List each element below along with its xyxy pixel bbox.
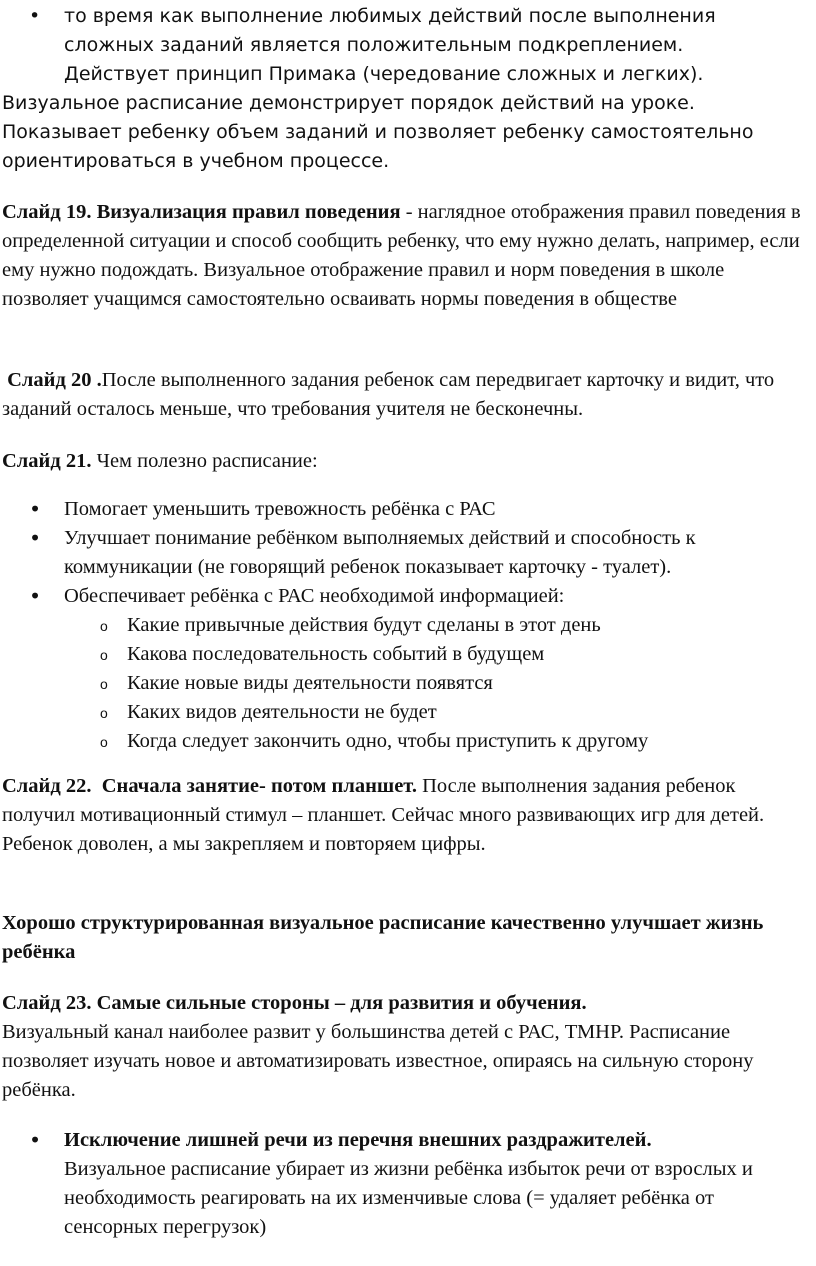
slide21-sub-bullets — [2, 611, 810, 756]
slide22-text: После выполнения задания ребенок получил мотивационный стимул – планшет. Сейчас много развивающих игр для детей. Ребенок доволен, а мы закрепляем и повторяем цифры. — [2, 775, 765, 855]
intro-list — [2, 2, 810, 60]
list-item: • Улучшает понимание ребёнком выполняемых действий и способность к коммуникации (не говорящий ребенок показывает карточку - туалет). — [2, 524, 810, 582]
slide20-section — [2, 366, 810, 424]
summary-bold-text: Хорошо структурированная визуальное расписание качественно улучшает жизнь ребёнка — [2, 912, 764, 963]
list-item: • Обеспечивает ребёнка с РАС необходимой информацией: — [2, 582, 810, 611]
slide21-paragraph — [2, 447, 810, 476]
list-item — [2, 1126, 810, 1242]
summary-text — [2, 909, 810, 967]
slide23-bullets — [2, 1126, 810, 1242]
list-item: • Помогает уменьшить тревожность ребёнка с РАС — [2, 495, 810, 524]
slide23-list — [2, 1126, 810, 1242]
slide23-heading-line — [2, 989, 810, 1018]
slide21-bullets — [2, 495, 810, 611]
summary-section — [2, 909, 810, 967]
slide21-section — [2, 447, 810, 476]
list-item: o Какие новые виды деятельности появятся — [2, 669, 810, 698]
principle-line: Действует принцип Примака (чередование сложных и легких). — [64, 63, 704, 85]
slide19-paragraph — [2, 198, 810, 314]
slide19-heading: Слайд 19. Визуализация правил поведения — [2, 201, 401, 223]
slide22-heading: Слайд 22. Сначала занятие- потом планшет. — [2, 775, 417, 797]
list-item: o Какие привычные действия будут сделаны в этот день — [2, 611, 810, 640]
slide20-text: После выполненного задания ребенок сам передвигает карточку и видит, что заданий осталось меньше, что требования учителя не бесконечны. — [2, 369, 775, 420]
slide22-paragraph — [2, 772, 810, 859]
list-item: o Когда следует закончить одно, чтобы приступить к другому — [2, 727, 810, 756]
slide21-text: Чем полезно расписание: — [91, 450, 318, 472]
slide22-section — [2, 772, 810, 859]
list-item: o Какова последовательность событий в будущем — [2, 640, 810, 669]
slide20-paragraph — [2, 366, 810, 424]
slide23-bullet-heading: Исключение лишней речи из перечня внешних раздражителей. — [64, 1129, 652, 1151]
slide23-heading: Слайд 23. Самые сильные стороны – для развития и обучения. — [2, 992, 587, 1014]
intro-bullet — [2, 2, 810, 60]
slide21-heading: Слайд 21. — [2, 450, 92, 472]
slide19-text: - наглядное отображения правил поведения в определенной ситуации и способ сообщить ребенку, что ему нужно делать, например, если ему нужно подождать. Визуальное отображение правил и норм поведения в школе позволяет учащимся самостоятельно осваивать нормы поведения в обществе — [2, 201, 801, 310]
slide23-section — [2, 989, 810, 1105]
intro-bullet-text: то время как выполнение любимых действий после выполнения сложных заданий является положительным подкреплением. — [64, 5, 716, 56]
slide23-text: Визуальный канал наиболее развит у большинства детей с РАС, ТМНР. Расписание позволяет изучать новое и автоматизировать известное, опираясь на сильную сторону ребёнка. — [2, 1021, 754, 1101]
list-item: o Каких видов деятельности не будет — [2, 698, 810, 727]
slide23-bullet-text: Визуальное расписание убирает из жизни ребёнка избыток речи от взрослых и необходимость реагировать на их изменчивые слова (= удаляет ребёнка от сенсорных перегрузок) — [64, 1158, 753, 1238]
slide20-heading: Слайд 20 . — [2, 369, 102, 391]
slide21-list — [2, 495, 810, 756]
slide19-section — [2, 198, 810, 314]
intro-section — [2, 2, 810, 176]
intro-paragraph: Визуальное расписание демонстрирует порядок действий на уроке. Показывает ребенку объем заданий и позволяет ребенку самостоятельно ориентироваться в учебном процессе. — [2, 92, 754, 172]
